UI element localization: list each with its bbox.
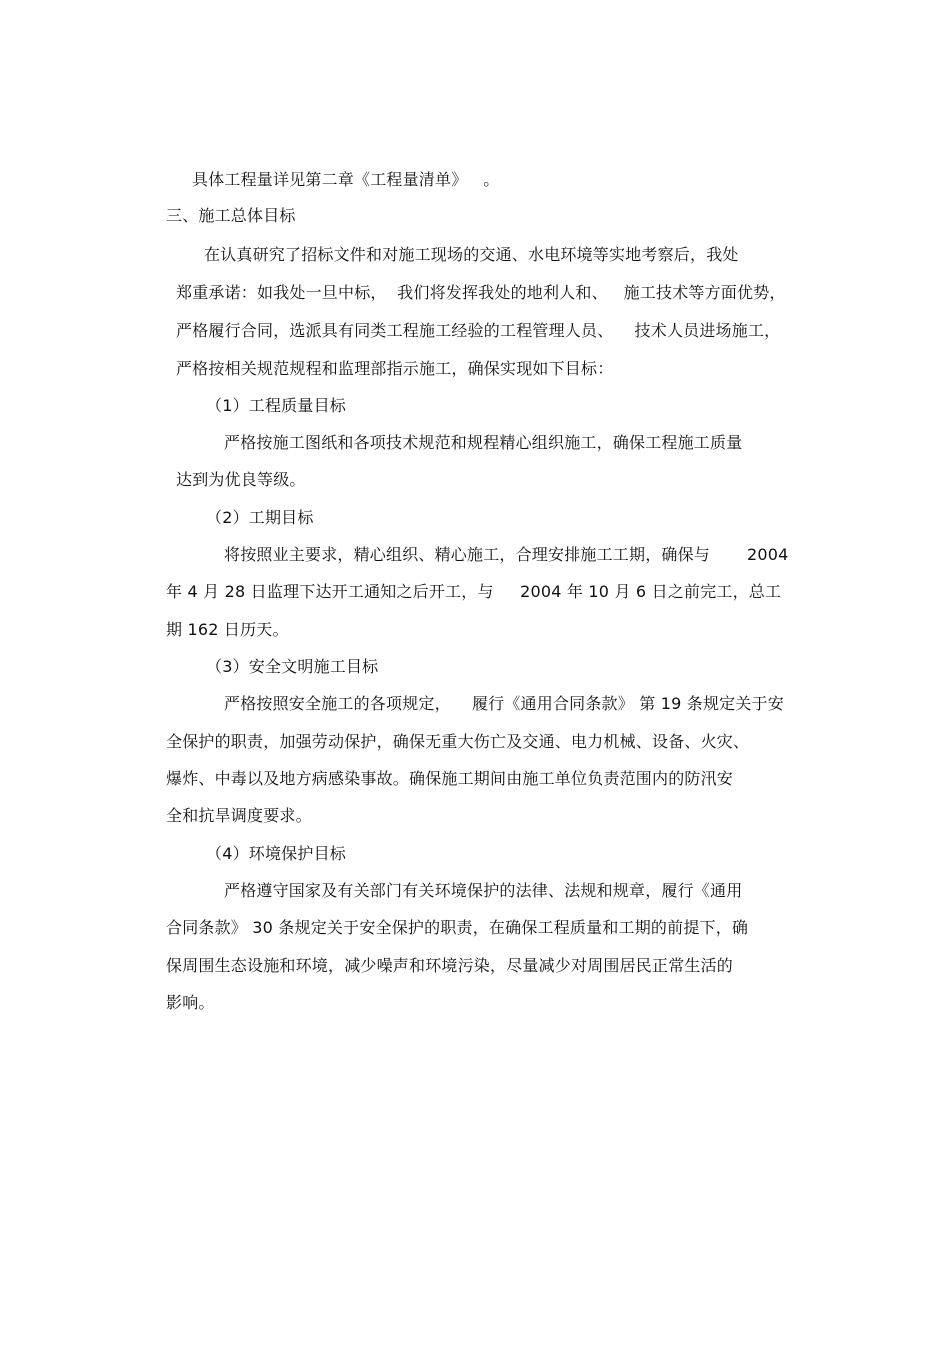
subsection-heading: （3）安全文明施工目标 bbox=[206, 657, 379, 676]
section-heading: 三、施工总体目标 bbox=[166, 206, 296, 225]
text-line: 严格按施工图纸和各项技术规范和规程精心组织施工，确保工程施工质量 bbox=[224, 433, 743, 452]
text-line: 严格履行合同，选派具有同类工程施工经验的工程管理人员、 技术人员进场施工， bbox=[176, 321, 781, 340]
text-line: 年 4 月 28 日监理下达开工通知之后开工，与 2004 年 10 月 6 日之前完工，总工 bbox=[166, 582, 782, 601]
text-line: 全保护的职责，加强劳动保护，确保无重大伤亡及交通、电力机械、设备、火灾、 bbox=[166, 732, 750, 751]
text-line: 严格按照安全施工的各项规定， 履行《通用合同条款》 第 19 条规定关于安 bbox=[224, 694, 784, 713]
text-line: 全和抗旱调度要求。 bbox=[166, 806, 312, 825]
text-line: 保周围生态设施和环境，减少噪声和环境污染，尽量减少对周围居民正常生活的 bbox=[166, 956, 734, 975]
text-line: 郑重承诺：如我处一旦中标， 我们将发挥我处的地利人和、 施工技术等方面优势， bbox=[176, 283, 786, 302]
subsection-heading: （1）工程质量目标 bbox=[206, 396, 346, 415]
text-line: 严格遵守国家及有关部门有关环境保护的法律、法规和规章，履行《通用 bbox=[224, 881, 743, 900]
subsection-heading: （2）工期目标 bbox=[206, 508, 314, 527]
text-line: 将按照业主要求，精心组织、精心施工，合理安排施工工期，确保与 2004 bbox=[224, 545, 789, 564]
text-line: 具体工程量详见第二章《工程量清单》 。 bbox=[192, 170, 500, 189]
text-line: 影响。 bbox=[166, 993, 215, 1012]
text-line: 严格按相关规范规程和监理部指示施工，确保实现如下目标： bbox=[176, 359, 614, 378]
text-line: 在认真研究了招标文件和对施工现场的交通、水电环境等实地考察后，我处 bbox=[204, 245, 739, 264]
text-line: 合同条款》 30 条规定关于安全保护的职责，在确保工程质量和工期的前提下，确 bbox=[166, 918, 749, 937]
text-line: 达到为优良等级。 bbox=[176, 470, 306, 489]
text-line: 期 162 日历天。 bbox=[166, 620, 289, 639]
text-line: 爆炸、中毒以及地方病感染事故。确保施工期间由施工单位负责范围内的防汛安 bbox=[166, 769, 734, 788]
subsection-heading: （4）环境保护目标 bbox=[206, 844, 346, 863]
